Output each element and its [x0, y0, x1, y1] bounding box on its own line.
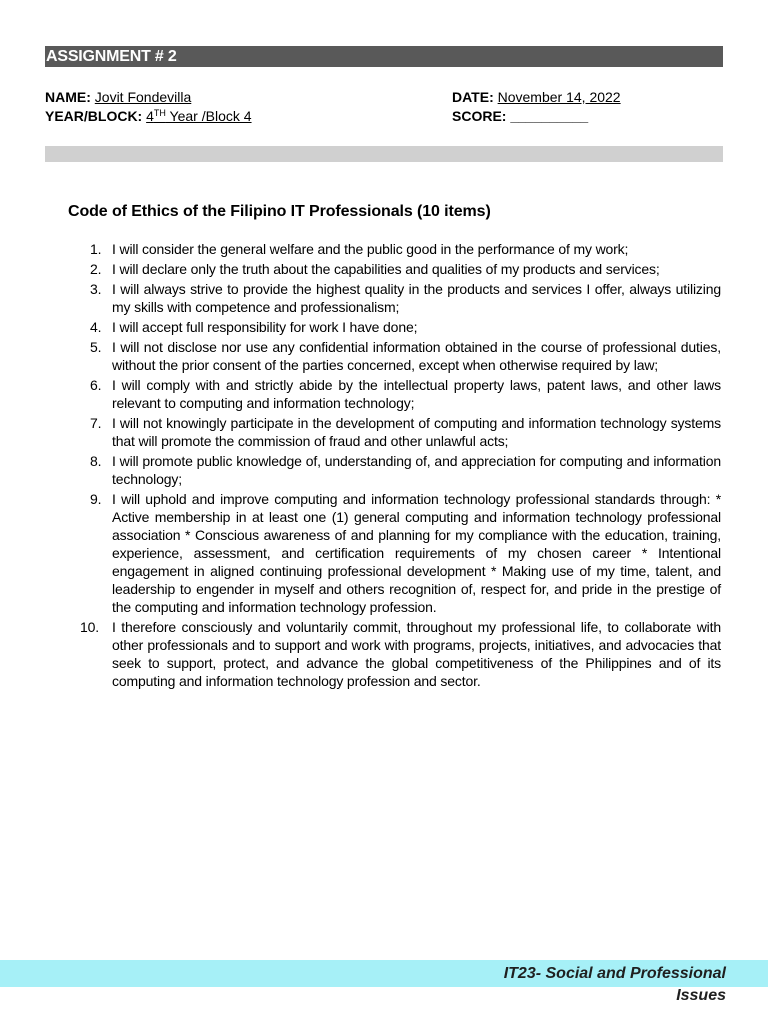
year-number: 4 — [146, 108, 154, 124]
assignment-title: ASSIGNMENT # 2 — [45, 46, 723, 67]
list-item — [80, 260, 721, 278]
item-number: 8. — [90, 453, 102, 469]
name-value: Jovit Fondevilla — [94, 89, 192, 105]
date-label: DATE: — [452, 89, 494, 105]
item-text: I will consider the general welfare and the public good in the performance of my work; — [112, 241, 629, 257]
date-row — [452, 88, 621, 106]
course-footer — [504, 963, 726, 1007]
year-label: YEAR/BLOCK: — [45, 108, 143, 124]
item-text: I will promote public knowledge of, understanding of, and appreciation for computing and information technology; — [112, 453, 721, 487]
score-label: SCORE: — [452, 108, 507, 124]
list-item — [80, 338, 721, 374]
item-number: 3. — [90, 281, 102, 297]
year-suffix: TH — [153, 108, 166, 118]
item-text: I will always strive to provide the highest quality in the products and services I offer, always utilizing my skills with competence and professionalism; — [112, 281, 721, 315]
item-text: I therefore consciously and voluntarily commit, throughout my professional life, to collaborate with other professionals and to support and work with programs, projects, initiatives, and advocacies that seek to support, protect, and advance the global competitiveness of the Philippines and of its computing and information technology profession and sector. — [112, 619, 721, 689]
item-text: I will accept full responsibility for work I have done; — [112, 319, 418, 335]
year-block-row — [45, 107, 252, 125]
year-rest: Year /Block 4 — [165, 108, 252, 124]
year-value — [146, 108, 251, 124]
footer-line-1: IT23- Social and Professional — [503, 965, 726, 982]
item-number: 2. — [90, 261, 102, 277]
item-number: 9. — [90, 491, 102, 507]
list-item — [80, 240, 721, 258]
item-number: 4. — [90, 319, 102, 335]
item-number: 7. — [90, 415, 102, 431]
section-heading: Code of Ethics of the Filipino IT Professionals (10 items) — [68, 203, 491, 220]
list-item — [80, 376, 721, 412]
score-row — [452, 107, 588, 125]
date-value: November 14, 2022 — [497, 89, 621, 105]
list-item — [80, 414, 721, 450]
item-number: 10. — [80, 619, 100, 635]
item-number: 1. — [90, 241, 102, 257]
item-text: I will not disclose nor use any confidential information obtained in the course of professional duties, without the prior consent of the parties concerned, except when otherwise required by law; — [112, 339, 721, 373]
item-text: I will declare only the truth about the capabilities and qualities of my products and services; — [112, 261, 660, 277]
item-number: 6. — [90, 377, 102, 393]
list-item — [80, 618, 721, 690]
list-item — [80, 490, 721, 616]
list-item — [80, 280, 721, 316]
item-number: 5. — [90, 339, 102, 355]
item-text: I will uphold and improve computing and information technology professional standards through: * Active membership in at least one (1) general computing and information technology professional association * Conscious awareness of and planning for my compliance with the education, training, experience, assessment, and certification requirements of my chosen career * Intentional engagement in aligned continuing professional development * Making use of my time, talent, and leadership to engender in myself and others recognition of, respect for, and pride in the prestige of the computing and information technology profession. — [112, 491, 721, 615]
list-item — [80, 318, 721, 336]
section-divider — [45, 146, 723, 162]
footer-line-2: Issues — [676, 987, 726, 1004]
item-text: I will not knowingly participate in the development of computing and information technology systems that will promote the commission of fraud and other unlawful acts; — [112, 415, 721, 449]
ethics-list — [80, 240, 721, 692]
item-text: I will comply with and strictly abide by the intellectual property laws, patent laws, and other laws relevant to computing and information technology; — [112, 377, 721, 411]
list-item — [80, 452, 721, 488]
name-label: NAME: — [45, 89, 91, 105]
name-row — [45, 88, 191, 106]
score-value: __________ — [510, 108, 589, 124]
